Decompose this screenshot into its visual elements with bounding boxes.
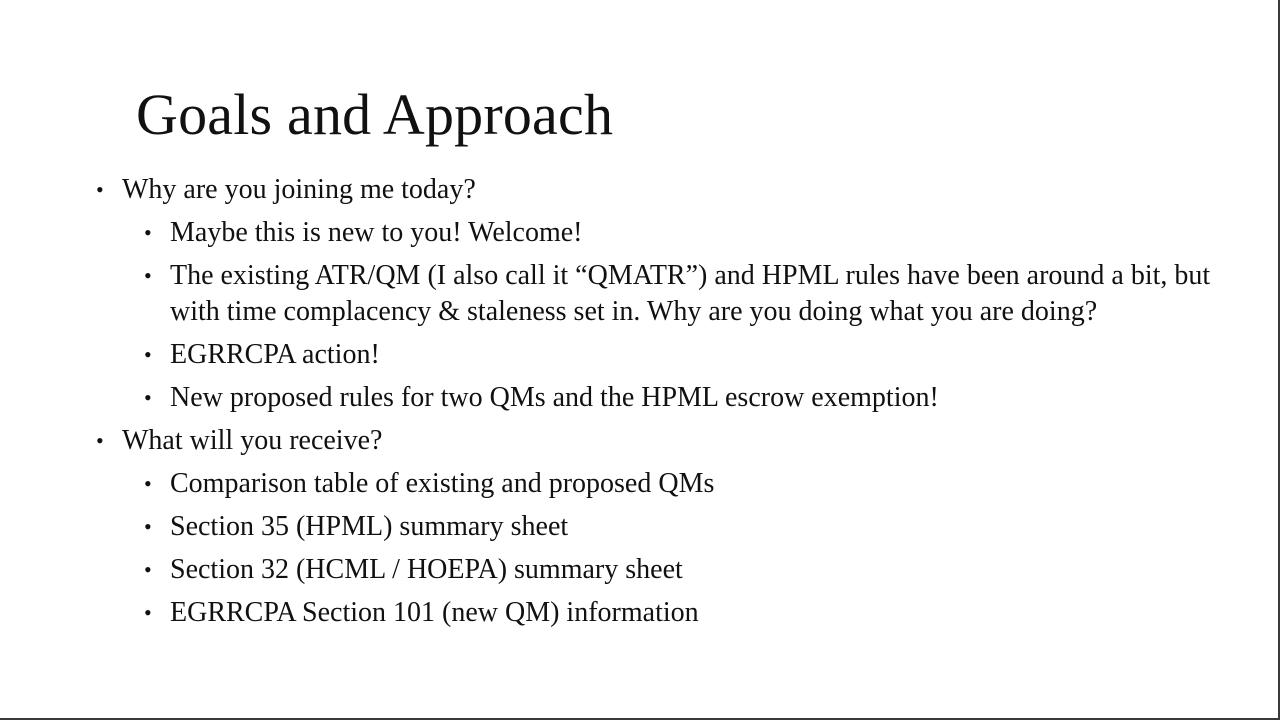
bullet-heading-why — [96, 172, 1226, 208]
bullet-icon: • — [144, 263, 152, 288]
bullet-icon: • — [144, 342, 152, 367]
sub-bullet-text: The existing ATR/QM (I also call it “QMATR”) and HPML rules have been around a bit, but with time complacency & staleness set in. Why are you doing what you are doing? — [170, 260, 1211, 327]
sub-bullet-item — [96, 552, 1226, 588]
sub-bullet-item — [96, 258, 1226, 330]
sub-bullet-item — [96, 215, 1226, 251]
bullet-icon: • — [144, 471, 152, 496]
bullet-text: What will you receive? — [122, 425, 383, 456]
bullet-icon: • — [144, 385, 152, 410]
sub-bullet-item — [96, 466, 1226, 502]
slide-title: Goals and Approach — [136, 82, 614, 147]
sub-bullet-text: EGRRCPA action! — [170, 339, 380, 370]
sub-bullet-item — [96, 380, 1226, 416]
bullet-heading-receive — [96, 423, 1226, 459]
sub-bullet-text: EGRRCPA Section 101 (new QM) information — [170, 597, 699, 628]
bullet-icon: • — [144, 514, 152, 539]
bullet-icon: • — [144, 220, 152, 245]
bullet-icon: • — [96, 428, 104, 453]
sub-bullet-text: Comparison table of existing and proposed QMs — [170, 468, 715, 499]
bullet-text: Why are you joining me today? — [122, 174, 476, 205]
sub-bullet-text: Section 32 (HCML / HOEPA) summary sheet — [170, 554, 683, 585]
sub-bullet-text: New proposed rules for two QMs and the HPML escrow exemption! — [170, 382, 939, 413]
sub-bullet-item — [96, 595, 1226, 631]
bullet-list — [96, 172, 1226, 638]
bullet-icon: • — [144, 600, 152, 625]
sub-bullet-item — [96, 509, 1226, 545]
sub-bullet-text: Maybe this is new to you! Welcome! — [170, 217, 583, 248]
sub-bullet-item — [96, 337, 1226, 373]
bullet-icon: • — [96, 177, 104, 202]
sub-bullet-text: Section 35 (HPML) summary sheet — [170, 511, 569, 542]
bullet-icon: • — [144, 557, 152, 582]
